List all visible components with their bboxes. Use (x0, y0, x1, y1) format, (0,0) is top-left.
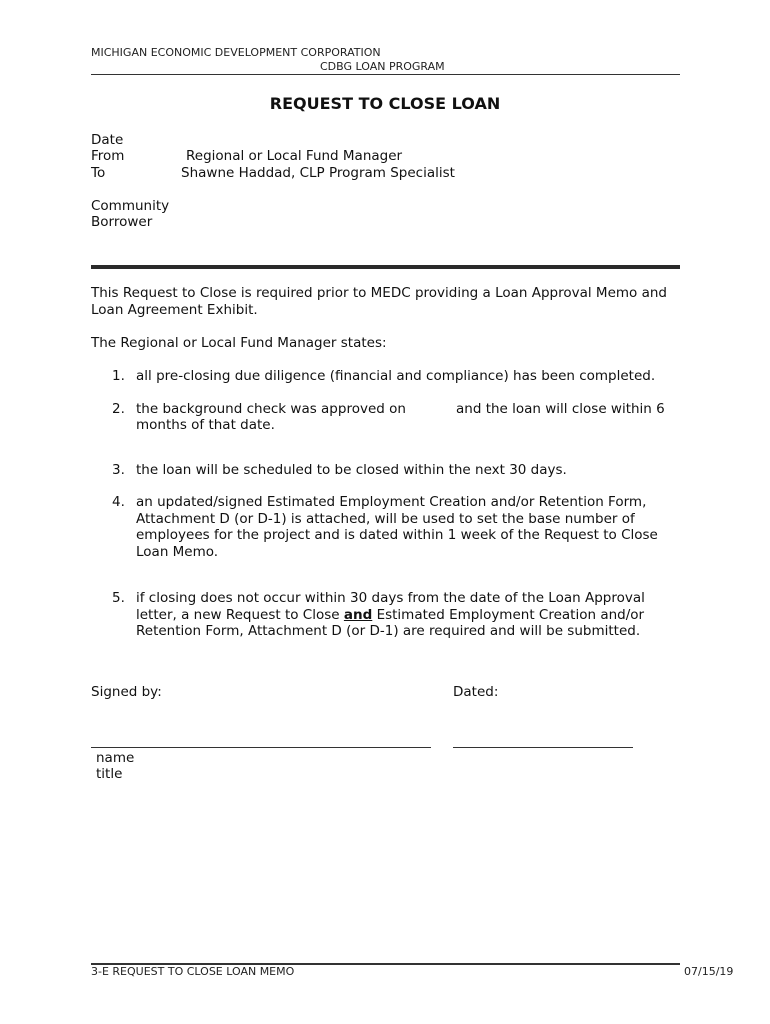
date-line[interactable] (453, 747, 633, 748)
item-5-number: 5. (112, 590, 125, 606)
signature-line[interactable] (91, 747, 431, 748)
footer-date: 07/15/19 (684, 965, 734, 978)
signed-by-label: Signed by: (91, 684, 162, 700)
states-paragraph: The Regional or Local Fund Manager states: (91, 335, 387, 351)
item-2-number: 2. (112, 401, 125, 417)
intro-paragraph: This Request to Close is required prior to MEDC providing a Loan Approval Memo and Loan Agreement Exhibit. (91, 285, 667, 318)
date-label: Date (91, 132, 124, 148)
item-1-number: 1. (112, 368, 125, 384)
name-label: name (96, 750, 135, 766)
item-5-emphasis: and (343, 606, 373, 623)
item-2-text-part2: and the loan will close within 6 (456, 401, 665, 417)
item-3-text: the loan will be scheduled to be closed within the next 30 days. (136, 462, 567, 478)
item-4-number: 4. (112, 494, 125, 510)
item-2-text-part1: the background check was approved on (136, 401, 406, 417)
item-1-text: all pre-closing due diligence (financial and compliance) has been completed. (136, 368, 656, 384)
header-rule (91, 74, 680, 75)
footer-document-name: 3-E REQUEST TO CLOSE LOAN MEMO (91, 965, 295, 978)
to-value: Shawne Haddad, CLP Program Specialist (181, 165, 455, 181)
item-2-text-part3: months of that date. (136, 417, 275, 433)
community-label: Community (91, 198, 170, 214)
item-5-text-post: Estimated Employment Creation and/or Retention Form, Attachment D (or D-1) are required and will be submitted. (136, 606, 645, 639)
program-name: CDBG LOAN PROGRAM (320, 60, 445, 73)
item-5-text (136, 590, 681, 640)
section-divider (91, 265, 680, 269)
title-label: title (96, 766, 123, 782)
borrower-label: Borrower (91, 214, 153, 230)
item-3-number: 3. (112, 462, 125, 478)
organization-name: MICHIGAN ECONOMIC DEVELOPMENT CORPORATION (91, 46, 381, 59)
dated-label: Dated: (453, 684, 499, 700)
to-label: To (91, 165, 106, 181)
page-title: REQUEST TO CLOSE LOAN (269, 94, 501, 113)
from-value: Regional or Local Fund Manager (186, 148, 403, 164)
item-4-text: an updated/signed Estimated Employment Creation and/or Retention Form, Attachment D (or D-1) is attached, will be used to set the base number of employees for the project and is dated within 1 week of the Request to Close Loan Memo. (136, 494, 658, 560)
item-5-text-pre: if closing does not occur within 30 days from the date of the Loan Approval letter, a new Request to Close (136, 590, 645, 623)
from-label: From (91, 148, 125, 164)
